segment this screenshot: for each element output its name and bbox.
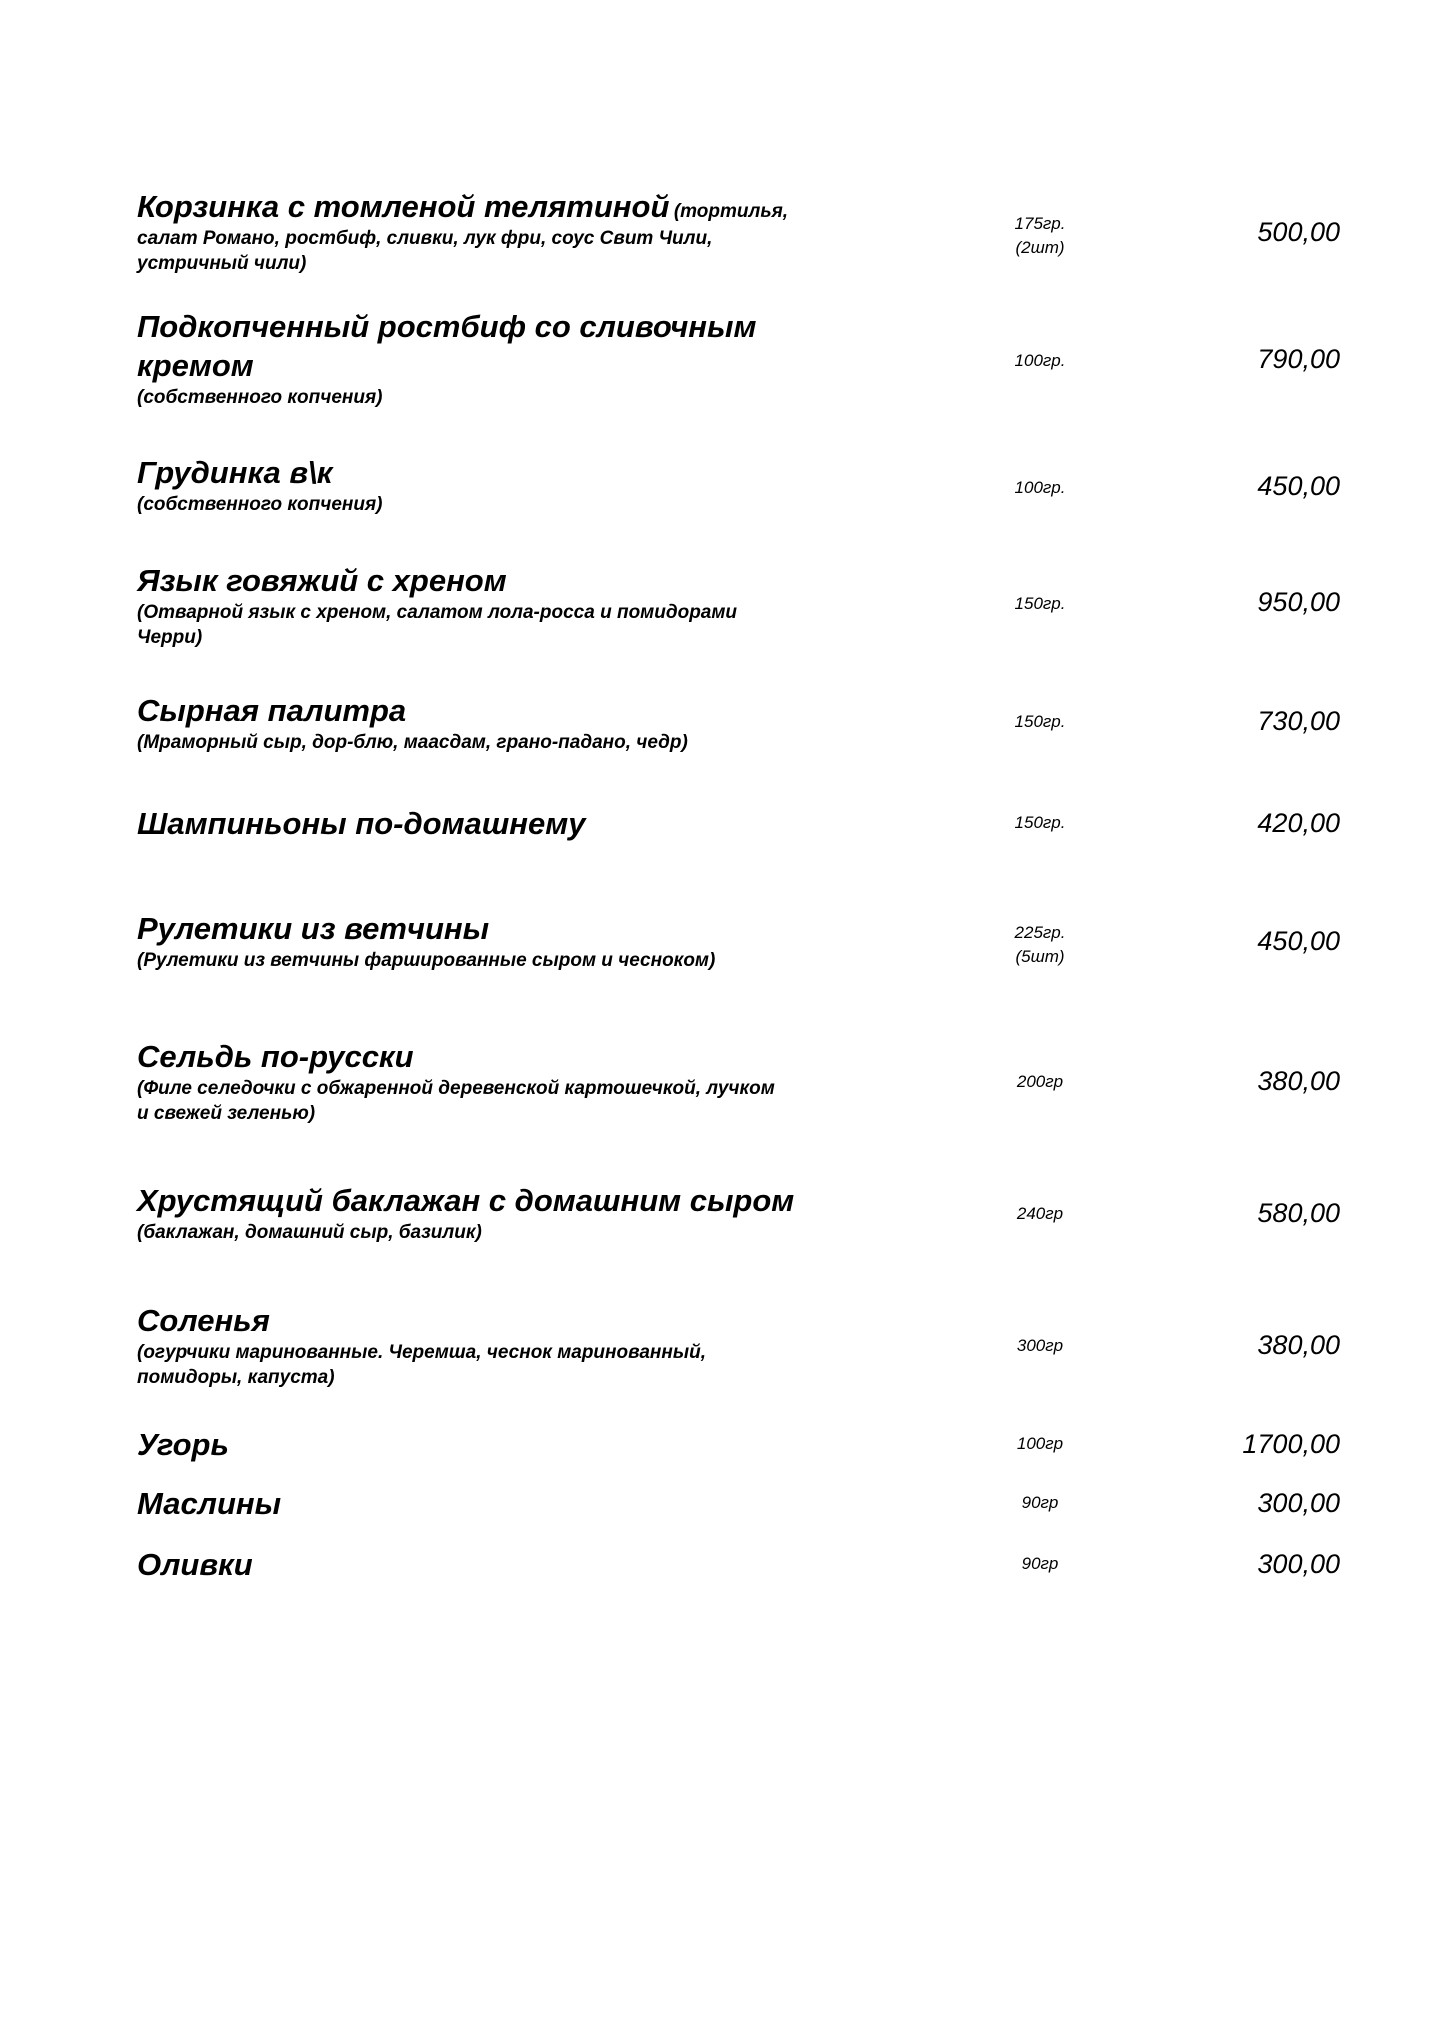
- item-text: [137, 307, 897, 410]
- item-price: 380,00: [1257, 1330, 1340, 1360]
- item-price: 450,00: [1257, 926, 1340, 956]
- item-weight: 100гр.: [1014, 478, 1066, 497]
- item-text: [137, 691, 897, 755]
- item-weight: 200гр: [1016, 1072, 1064, 1091]
- item-name: Угорь: [137, 1427, 229, 1462]
- item-name: Маслины: [137, 1486, 282, 1521]
- item-name: Сырная палитра: [137, 693, 407, 728]
- item-text: [137, 1425, 897, 1464]
- item-text: [137, 909, 897, 973]
- item-description: (собственного копчения): [137, 494, 383, 515]
- item-name: Оливки: [137, 1547, 253, 1582]
- item-description: (огурчики маринованные. Черемша, чеснок маринованный, помидоры, капуста): [137, 1342, 706, 1388]
- item-price: 950,00: [1257, 587, 1340, 617]
- item-weight: 300гр: [1016, 1336, 1064, 1355]
- item-price: 420,00: [1257, 808, 1340, 838]
- item-price: 500,00: [1257, 217, 1340, 247]
- item-price: 300,00: [1257, 1549, 1340, 1579]
- item-text: [137, 1484, 897, 1523]
- item-name: Подкопченный ростбиф со сливочным кремом: [137, 309, 757, 383]
- item-text: [137, 804, 897, 843]
- item-price: 1700,00: [1242, 1429, 1340, 1459]
- item-weight: 175гр. (2шт): [1014, 214, 1066, 257]
- item-weight: 100гр.: [1014, 351, 1066, 370]
- item-text: [137, 453, 897, 517]
- item-weight: 150гр.: [1014, 594, 1066, 613]
- item-description: (баклажан, домашний сыр, базилик): [137, 1222, 482, 1243]
- item-text: [137, 1301, 897, 1390]
- item-name: Сельдь по-русски: [137, 1039, 414, 1074]
- item-weight: 90гр: [1021, 1493, 1059, 1512]
- item-text: [137, 1037, 897, 1126]
- item-text: [137, 1181, 897, 1245]
- item-price: 730,00: [1257, 706, 1340, 736]
- item-name: Рулетики из ветчины: [137, 911, 490, 946]
- item-name: Язык говяжий с хреном: [137, 563, 507, 598]
- item-weight: 225гр. (5шт): [1014, 923, 1066, 966]
- item-description: (Рулетики из ветчины фаршированные сыром и чесноком): [137, 950, 716, 971]
- item-description: (Мраморный сыр, дор-блю, маасдам, грано-падано, чедр): [137, 732, 688, 753]
- item-description: салат Романо, ростбиф, сливки, лук фри, соус Свит Чили, устричный чили): [137, 228, 713, 274]
- item-price: 380,00: [1257, 1066, 1340, 1096]
- item-text: [137, 187, 897, 276]
- item-text: [137, 561, 897, 650]
- item-name: Шампиньоны по-домашнему: [137, 806, 586, 841]
- item-description: (собственного копчения): [137, 387, 383, 408]
- item-price: 580,00: [1257, 1198, 1340, 1228]
- item-weight: 150гр.: [1014, 712, 1066, 731]
- item-description: (Отварной язык с хреном, салатом лола-росса и помидорами Черри): [137, 602, 738, 648]
- item-name: Корзинка с томленой телятиной: [137, 189, 670, 224]
- item-price: 450,00: [1257, 471, 1340, 501]
- item-price: 300,00: [1257, 1488, 1340, 1518]
- item-name: Грудинка в\к: [137, 455, 333, 490]
- item-name: Соленья: [137, 1303, 270, 1338]
- item-description: (Филе селедочки с обжаренной деревенской картошечкой, лучком и свежей зеленью): [137, 1078, 775, 1124]
- item-weight: 150гр.: [1014, 813, 1066, 832]
- item-weight: 240гр: [1016, 1204, 1064, 1223]
- item-text: [137, 1545, 897, 1584]
- item-name: Хрустящий баклажан с домашним сыром: [137, 1183, 795, 1218]
- item-weight: 90гр: [1021, 1554, 1059, 1573]
- item-price: 790,00: [1257, 344, 1340, 374]
- item-note: (тортилья,: [673, 201, 789, 222]
- item-weight: 100гр: [1016, 1434, 1064, 1453]
